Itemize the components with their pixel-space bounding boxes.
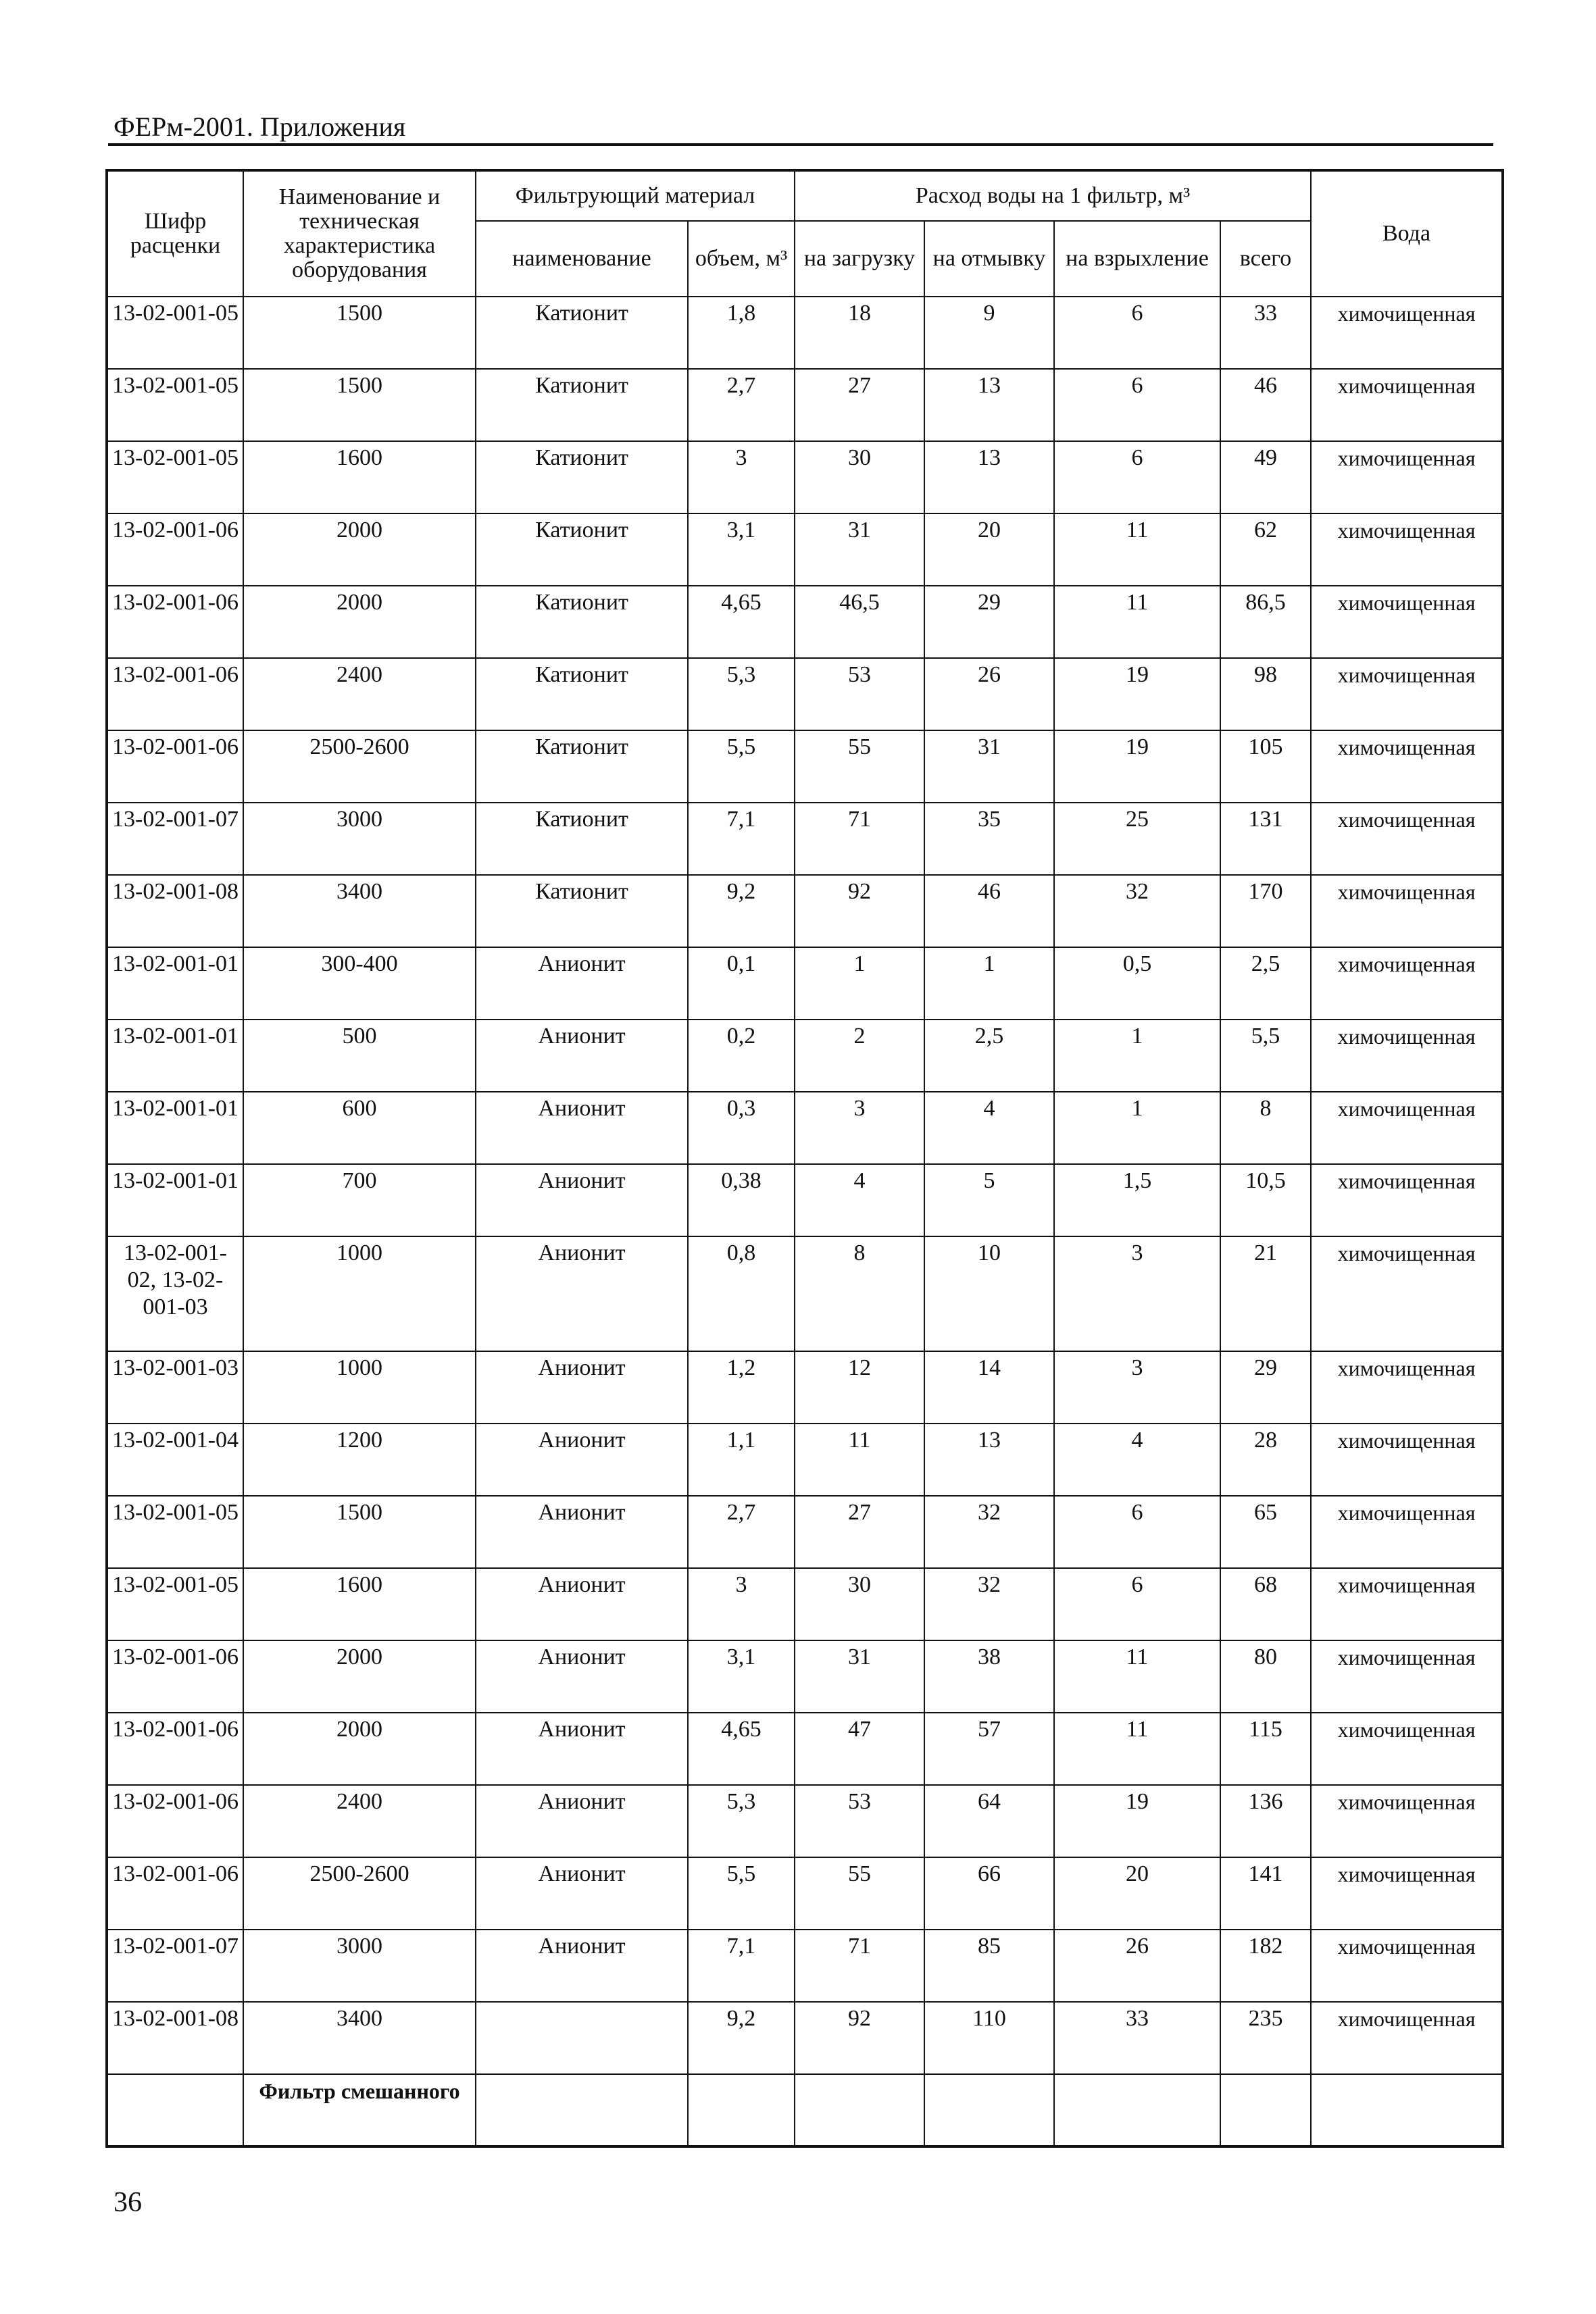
cell-code: 13-02-001-05 [107,1568,243,1640]
table-row [107,1930,1503,2002]
col-header-material-name: наименование [476,221,688,297]
col-header-loading: на загрузку [795,221,924,297]
cell-equipment: Фильтр смешанного [243,2074,476,2146]
cell-water: химочищенная [1311,1713,1503,1785]
cell-loosening: 6 [1054,441,1220,513]
cell-volume: 4,65 [688,586,795,658]
cell-loading: 1 [795,947,924,1020]
cell-total: 8 [1220,1092,1311,1164]
cell-material: Анионит [476,1020,688,1092]
cell-water: химочищенная [1311,1020,1503,1092]
cell-loosening: 20 [1054,1857,1220,1930]
cell-equipment: 2000 [243,1713,476,1785]
table-row [107,586,1503,658]
cell-code: 13-02-001-08 [107,875,243,947]
cell-loosening: 19 [1054,1785,1220,1857]
cell-code: 13-02-001-05 [107,297,243,369]
cell-material: Катионит [476,803,688,875]
cell-code: 13-02-001-06 [107,1857,243,1930]
cell-washing: 9 [924,297,1054,369]
cell-code [107,2074,243,2146]
cell-loading: 27 [795,1496,924,1568]
cell-total: 28 [1220,1424,1311,1496]
cell-equipment: 2000 [243,1640,476,1713]
cell-loosening: 19 [1054,658,1220,730]
cell-volume: 5,5 [688,1857,795,1930]
cell-washing: 13 [924,441,1054,513]
cell-loading: 55 [795,730,924,803]
table-row [107,441,1503,513]
cell-loosening: 1,5 [1054,1164,1220,1236]
table-row [107,1092,1503,1164]
cell-loading: 47 [795,1713,924,1785]
cell-volume: 0,3 [688,1092,795,1164]
cell-loosening: 25 [1054,803,1220,875]
table-row [107,1713,1503,1785]
cell-equipment: 600 [243,1092,476,1164]
cell-material: Анионит [476,947,688,1020]
cell-washing: 85 [924,1930,1054,2002]
cell-loosening: 4 [1054,1424,1220,1496]
cell-volume: 3 [688,1568,795,1640]
cell-volume: 0,38 [688,1164,795,1236]
cell-loosening: 6 [1054,369,1220,441]
cell-code: 13-02-001-01 [107,1092,243,1164]
cell-equipment: 1000 [243,1236,476,1351]
cell-water: химочищенная [1311,947,1503,1020]
cell-code: 13-02-001-07 [107,1930,243,2002]
cell-volume: 3,1 [688,513,795,586]
cell-water: химочищенная [1311,1424,1503,1496]
cell-water: химочищенная [1311,1496,1503,1568]
cell-washing: 66 [924,1857,1054,1930]
col-header-total: всего [1220,221,1311,297]
cell-code: 13-02-001-01 [107,1020,243,1092]
cell-washing: 13 [924,369,1054,441]
cell-code: 13-02-001-08 [107,2002,243,2074]
cell-material: Катионит [476,730,688,803]
table-row [107,297,1503,369]
table-row [107,1164,1503,1236]
cell-total: 182 [1220,1930,1311,2002]
cell-loading: 4 [795,1164,924,1236]
cell-total: 49 [1220,441,1311,513]
cell-loosening [1054,2074,1220,2146]
table-row [107,369,1503,441]
table-row [107,1568,1503,1640]
cell-material: Анионит [476,1640,688,1713]
cell-volume: 4,65 [688,1713,795,1785]
cell-washing: 1 [924,947,1054,1020]
col-header-volume: объем, м³ [688,221,795,297]
cell-code: 13-02-001-04 [107,1424,243,1496]
cell-washing: 2,5 [924,1020,1054,1092]
cell-washing: 5 [924,1164,1054,1236]
col-header-code: Шифр расценки [107,170,243,297]
cell-equipment: 1600 [243,1568,476,1640]
cell-loosening: 33 [1054,2002,1220,2074]
cell-total: 80 [1220,1640,1311,1713]
cell-code: 13-02-001-03 [107,1351,243,1424]
cell-material: Анионит [476,1568,688,1640]
cell-equipment: 2400 [243,658,476,730]
cell-total: 86,5 [1220,586,1311,658]
cell-volume: 5,3 [688,658,795,730]
cell-loading: 11 [795,1424,924,1496]
cell-code: 13-02-001-01 [107,1164,243,1236]
cell-washing: 57 [924,1713,1054,1785]
cell-total: 136 [1220,1785,1311,1857]
cell-code: 13-02-001-06 [107,513,243,586]
cell-washing: 38 [924,1640,1054,1713]
cell-volume: 0,2 [688,1020,795,1092]
cell-loading: 53 [795,658,924,730]
table-row [107,2002,1503,2074]
cell-total: 141 [1220,1857,1311,1930]
cell-water: химочищенная [1311,441,1503,513]
cell-loading: 71 [795,1930,924,2002]
cell-loading: 12 [795,1351,924,1424]
table-row [107,730,1503,803]
cell-washing: 46 [924,875,1054,947]
cell-loading: 53 [795,1785,924,1857]
col-header-water: Вода [1311,170,1503,297]
cell-washing: 29 [924,586,1054,658]
cell-total: 29 [1220,1351,1311,1424]
cell-loosening: 11 [1054,513,1220,586]
cell-code: 13-02-001-06 [107,1640,243,1713]
cell-material: Анионит [476,1424,688,1496]
cell-loosening: 11 [1054,1713,1220,1785]
cell-loosening: 11 [1054,586,1220,658]
cell-water: химочищенная [1311,803,1503,875]
cell-material: Анионит [476,1857,688,1930]
cell-loosening: 6 [1054,1568,1220,1640]
cell-volume: 9,2 [688,875,795,947]
cell-material: Катионит [476,441,688,513]
cell-loosening: 3 [1054,1236,1220,1351]
col-header-filter-material: Фильтрующий материал [476,170,795,221]
cell-material: Катионит [476,658,688,730]
cell-equipment: 300-400 [243,947,476,1020]
cell-equipment: 1500 [243,297,476,369]
page-number: 36 [114,2187,142,2218]
cell-water: химочищенная [1311,513,1503,586]
cell-total: 10,5 [1220,1164,1311,1236]
cell-material: Анионит [476,1713,688,1785]
cell-code: 13-02-001-07 [107,803,243,875]
cell-water: химочищенная [1311,730,1503,803]
cell-total: 68 [1220,1568,1311,1640]
cell-washing: 26 [924,658,1054,730]
cell-equipment: 2000 [243,513,476,586]
cell-material: Катионит [476,369,688,441]
col-header-water-consumption: Расход воды на 1 фильтр, м³ [795,170,1311,221]
cell-volume: 9,2 [688,2002,795,2074]
cell-equipment: 1600 [243,441,476,513]
cell-total: 62 [1220,513,1311,586]
cell-material: Катионит [476,875,688,947]
cell-volume: 7,1 [688,1930,795,2002]
cell-equipment: 2500-2600 [243,1857,476,1930]
cell-material: Анионит [476,1236,688,1351]
cell-loading: 71 [795,803,924,875]
cell-equipment: 3400 [243,2002,476,2074]
cell-loading: 18 [795,297,924,369]
cell-washing: 20 [924,513,1054,586]
cell-water: химочищенная [1311,1785,1503,1857]
cell-loosening: 6 [1054,1496,1220,1568]
cell-volume: 5,3 [688,1785,795,1857]
table-row [107,1020,1503,1092]
cell-washing: 32 [924,1496,1054,1568]
cell-loosening: 6 [1054,297,1220,369]
cell-material: Анионит [476,1164,688,1236]
cell-water: химочищенная [1311,369,1503,441]
cell-water: химочищенная [1311,1236,1503,1351]
cell-loosening: 1 [1054,1092,1220,1164]
cell-loading [795,2074,924,2146]
cell-water: химочищенная [1311,297,1503,369]
cell-equipment: 3000 [243,1930,476,2002]
cell-volume: 3,1 [688,1640,795,1713]
cell-total: 131 [1220,803,1311,875]
cell-equipment: 3000 [243,803,476,875]
cell-total: 235 [1220,2002,1311,2074]
cell-code: 13-02-001-06 [107,730,243,803]
cell-water: химочищенная [1311,875,1503,947]
cell-equipment: 1000 [243,1351,476,1424]
cell-code: 13-02-001-06 [107,1785,243,1857]
cell-loading: 31 [795,513,924,586]
cell-washing: 14 [924,1351,1054,1424]
cell-material: Анионит [476,1785,688,1857]
table-row [107,1857,1503,1930]
cell-washing: 35 [924,803,1054,875]
table-row [107,1785,1503,1857]
cell-washing: 13 [924,1424,1054,1496]
table-row [107,803,1503,875]
cell-equipment: 500 [243,1020,476,1092]
cell-loosening: 3 [1054,1351,1220,1424]
cell-material: Анионит [476,1496,688,1568]
cell-loosening: 26 [1054,1930,1220,2002]
cell-water: химочищенная [1311,1568,1503,1640]
cell-material: Анионит [476,1351,688,1424]
cell-washing: 4 [924,1092,1054,1164]
cell-water: химочищенная [1311,1092,1503,1164]
cell-code: 13-02-001-05 [107,1496,243,1568]
cell-loading: 30 [795,1568,924,1640]
cell-water: химочищенная [1311,2002,1503,2074]
cell-code: 13-02-001-05 [107,369,243,441]
table-row [107,2074,1503,2146]
cell-code: 13-02-001-06 [107,658,243,730]
cell-material: Катионит [476,513,688,586]
cell-total: 115 [1220,1713,1311,1785]
cell-volume: 2,7 [688,1496,795,1568]
cell-material: Анионит [476,1930,688,2002]
cell-loading: 2 [795,1020,924,1092]
table-row [107,1496,1503,1568]
cell-loading: 55 [795,1857,924,1930]
table-row [107,513,1503,586]
cell-total: 33 [1220,297,1311,369]
cell-equipment: 2000 [243,586,476,658]
cell-loading: 3 [795,1092,924,1164]
cell-volume: 0,8 [688,1236,795,1351]
cell-volume: 5,5 [688,730,795,803]
cell-code: 13-02-001-06 [107,586,243,658]
cell-code: 13-02-001-06 [107,1713,243,1785]
cell-equipment: 2500-2600 [243,730,476,803]
cell-total: 5,5 [1220,1020,1311,1092]
table-row [107,1236,1503,1351]
cell-code: 13-02-001-01 [107,947,243,1020]
cell-equipment: 2400 [243,1785,476,1857]
cell-volume: 1,8 [688,297,795,369]
cell-code: 13-02-001-02, 13-02-001-03 [107,1236,243,1351]
cell-water: химочищенная [1311,658,1503,730]
cell-material [476,2002,688,2074]
cell-volume: 0,1 [688,947,795,1020]
cell-volume: 1,1 [688,1424,795,1496]
cell-washing: 10 [924,1236,1054,1351]
cell-loading: 31 [795,1640,924,1713]
cell-water: химочищенная [1311,1164,1503,1236]
cell-water: химочищенная [1311,1930,1503,2002]
cell-total [1220,2074,1311,2146]
cell-water [1311,2074,1503,2146]
col-header-loosening: на взрыхление [1054,221,1220,297]
cell-total: 2,5 [1220,947,1311,1020]
cell-total: 46 [1220,369,1311,441]
cell-total: 21 [1220,1236,1311,1351]
cell-washing: 31 [924,730,1054,803]
table-row [107,1424,1503,1496]
table-row [107,947,1503,1020]
cell-water: химочищенная [1311,586,1503,658]
cell-loosening: 1 [1054,1020,1220,1092]
cell-loosening: 0,5 [1054,947,1220,1020]
cell-loading: 92 [795,2002,924,2074]
cell-equipment: 1500 [243,369,476,441]
cell-total: 170 [1220,875,1311,947]
table-row [107,1640,1503,1713]
header-rule [108,143,1493,146]
cell-loosening: 11 [1054,1640,1220,1713]
cell-water: химочищенная [1311,1640,1503,1713]
col-header-equipment: Наименование и техническая характеристика оборудования [243,170,476,297]
cell-material: Анионит [476,1092,688,1164]
cell-volume: 1,2 [688,1351,795,1424]
cell-loosening: 32 [1054,875,1220,947]
cell-washing: 64 [924,1785,1054,1857]
cell-loading: 46,5 [795,586,924,658]
cell-equipment: 700 [243,1164,476,1236]
cell-material [476,2074,688,2146]
cell-washing: 32 [924,1568,1054,1640]
cell-material: Катионит [476,297,688,369]
cell-code: 13-02-001-05 [107,441,243,513]
cell-volume: 2,7 [688,369,795,441]
cell-total: 98 [1220,658,1311,730]
cell-loading: 27 [795,369,924,441]
cell-loading: 8 [795,1236,924,1351]
table-row [107,1351,1503,1424]
cell-equipment: 1500 [243,1496,476,1568]
cell-equipment: 1200 [243,1424,476,1496]
cell-material: Катионит [476,586,688,658]
table-row [107,875,1503,947]
water-consumption-table [105,169,1504,2148]
cell-water: химочищенная [1311,1351,1503,1424]
cell-volume [688,2074,795,2146]
cell-total: 65 [1220,1496,1311,1568]
cell-equipment: 3400 [243,875,476,947]
cell-total: 105 [1220,730,1311,803]
running-title: ФЕРм-2001. Приложения [114,111,406,142]
cell-loading: 30 [795,441,924,513]
table-row [107,658,1503,730]
col-header-washing: на отмывку [924,221,1054,297]
table-body [107,297,1503,2146]
cell-loading: 92 [795,875,924,947]
cell-washing [924,2074,1054,2146]
cell-volume: 7,1 [688,803,795,875]
cell-volume: 3 [688,441,795,513]
cell-loosening: 19 [1054,730,1220,803]
cell-water: химочищенная [1311,1857,1503,1930]
cell-washing: 110 [924,2002,1054,2074]
